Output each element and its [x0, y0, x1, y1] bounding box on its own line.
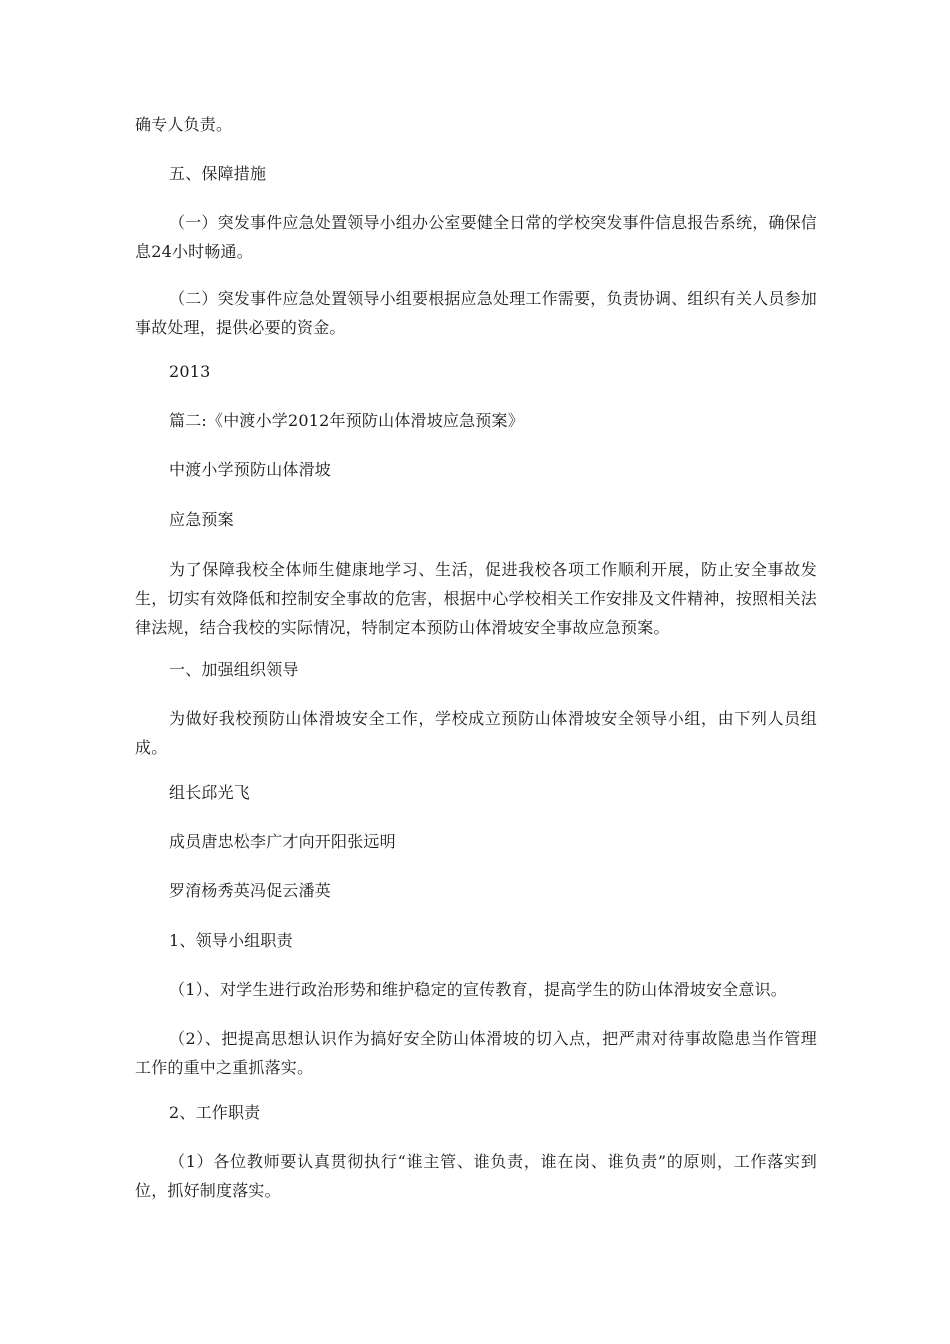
plan-title-line-1: 中渡小学预防山体滑坡 — [169, 460, 332, 479]
leader-line: 组长邱光飞 — [169, 783, 251, 802]
section-heading-1: 一、加强组织领导 — [169, 660, 299, 679]
organization-paragraph: 为做好我校预防山体滑坡安全工作，学校成立预防山体滑坡安全领导小组，由下列人员组成。 — [135, 709, 817, 757]
work-duty-item-1: （1）各位教师要认真贯彻执行“谁主管、谁负责，谁在岗、谁负责”的原则，工作落实到位，抓好制度落实。 — [135, 1152, 817, 1200]
paragraph-measure-1: （一）突发事件应急处置领导小组办公室要健全日常的学校突发事件信息报告系统，确保信息24小时畅通。 — [135, 213, 818, 261]
paragraph-measure-2: （二）突发事件应急处置领导小组要根据应急处理工作需要，负责协调、组织有关人员参加事故处理，提供必要的资金。 — [135, 289, 818, 337]
duty-item-2: （2）、把提高思想认识作为搞好安全防山体滑坡的切入点，把严肃对待事故隐患当作管理工作的重中之重抓落实。 — [135, 1029, 817, 1077]
paragraph-1: 确专人负责。 — [135, 115, 233, 134]
members-line-2: 罗淯杨秀英冯促云潘英 — [169, 881, 332, 900]
year-line: 2013 — [169, 362, 211, 381]
members-line-1: 成员唐忠松李广才向开阳张远明 — [169, 832, 396, 851]
duty-item-1: （1）、对学生进行政治形势和维护稳定的宣传教育，提高学生的防山体滑坡安全意识。 — [169, 980, 787, 999]
subheading-leadership-duties: 1、领导小组职责 — [169, 931, 293, 950]
subheading-work-duties: 2、工作职责 — [169, 1103, 261, 1122]
plan-title-line-2: 应急预案 — [169, 510, 234, 529]
article-title: 篇二:《中渡小学2012年预防山体滑坡应急预案》 — [169, 411, 524, 430]
section-heading-5: 五、保障措施 — [169, 164, 267, 183]
intro-paragraph: 为了保障我校全体师生健康地学习、生活，促进我校各项工作顺利开展，防止安全事故发生，切实有效降低和控制安全事故的危害，根据中心学校相关工作安排及文件精神，按照相关法律法规，结合我校的实际情况，特制定本预防山体滑坡安全事故应急预案。 — [135, 560, 817, 637]
